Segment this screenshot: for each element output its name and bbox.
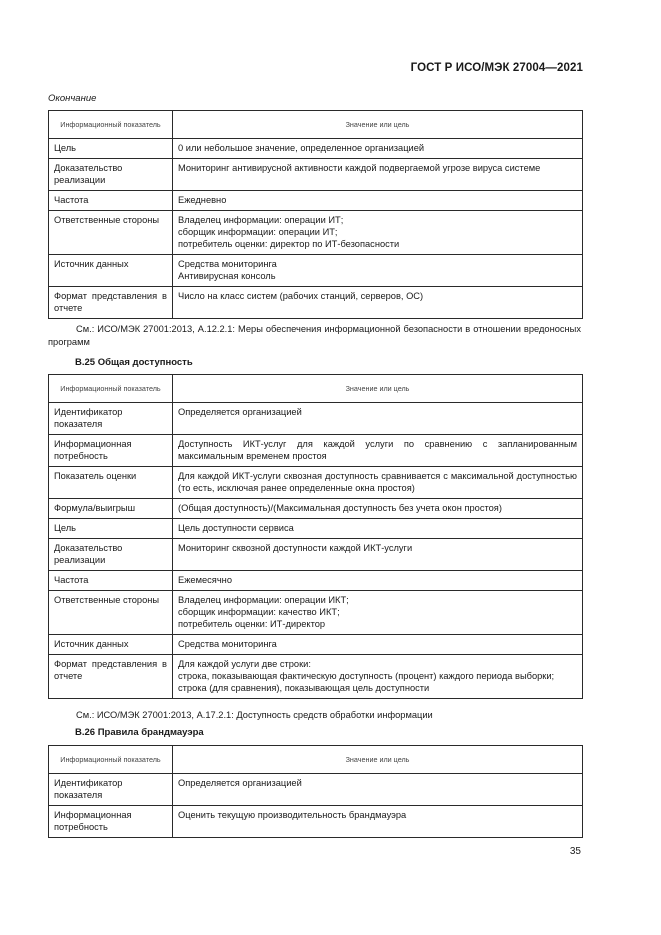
document-header: ГОСТ Р ИСО/МЭК 27004—2021 <box>410 62 583 74</box>
value-line: Антивирусная консоль <box>178 271 276 281</box>
row-value: Оценить текущую производительность брандмауэра <box>173 806 583 838</box>
table-row <box>49 519 583 539</box>
row-value: Мониторинг сквозной доступности каждой ИКТ-услуги <box>173 539 583 571</box>
value-line: строка, показывающая фактическую доступность (процент) каждого периода выборки; <box>178 671 555 681</box>
table-row <box>49 435 583 467</box>
table-row <box>49 403 583 435</box>
value-line: Для каждой услуги две строки: <box>178 659 311 669</box>
row-label: Информационная потребность <box>49 435 173 467</box>
row-label: Показатель оценки <box>49 467 173 499</box>
column-header-value: Значение или цель <box>173 746 583 774</box>
row-label: Цель <box>49 139 173 159</box>
section-title-b26: В.26 Правила брандмауэра <box>75 727 204 738</box>
table-row <box>49 499 583 519</box>
row-label: Идентификатор показателя <box>49 403 173 435</box>
row-label: Источник данных <box>49 635 173 655</box>
row-label: Формат представления в отчете <box>49 655 173 699</box>
table-row <box>49 139 583 159</box>
table-row <box>49 635 583 655</box>
table-row <box>49 655 583 699</box>
row-label: Частота <box>49 571 173 591</box>
row-value: Для каждой ИКТ-услуги сквозная доступность сравнивается с максимальной доступностью (то есть, исключая ранее определенные окна простоя) <box>173 467 583 499</box>
row-value <box>173 591 583 635</box>
row-value: Цель доступности сервиса <box>173 519 583 539</box>
table-row <box>49 591 583 635</box>
table-row <box>49 806 583 838</box>
metric-table-b26 <box>48 745 583 838</box>
table-row <box>49 191 583 211</box>
metric-table-b24 <box>48 110 583 319</box>
reference-note: См.: ИСО/МЭК 27001:2013, А.17.2.1: Доступность средств обработки информации <box>76 710 433 720</box>
value-line: потребитель оценки: директор по ИТ-безопасности <box>178 239 400 249</box>
row-value: Определяется организацией <box>173 403 583 435</box>
row-value: Средства мониторинга <box>173 635 583 655</box>
row-label: Доказательство реализации <box>49 539 173 571</box>
column-header-indicator: Информационный показатель <box>49 375 173 403</box>
row-value <box>173 255 583 287</box>
value-line: строка (для сравнения), показывающая цель доступности <box>178 683 430 693</box>
column-header-value: Значение или цель <box>173 375 583 403</box>
row-value: Доступность ИКТ-услуг для каждой услуги по сравнению с запланированным максимальным временем простоя <box>173 435 583 467</box>
table-row <box>49 539 583 571</box>
column-header-indicator: Информационный показатель <box>49 111 173 139</box>
row-value: Определяется организацией <box>173 774 583 806</box>
table-row <box>49 211 583 255</box>
table-row <box>49 287 583 319</box>
reference-note: См.: ИСО/МЭК 27001:2013, А.12.2.1: Меры обеспечения информационной безопасности в отношении вредоносных программ <box>48 324 581 347</box>
column-header-value: Значение или цель <box>173 111 583 139</box>
continuation-label: Окончание <box>48 93 97 104</box>
row-value: Мониторинг антивирусной активности каждой подвергаемой угрозе вируса системе <box>173 159 583 191</box>
row-value: 0 или небольшое значение, определенное организацией <box>173 139 583 159</box>
row-label: Ответственные стороны <box>49 591 173 635</box>
value-line: сборщик информации: качество ИКТ; <box>178 607 340 617</box>
value-line: потребитель оценки: ИТ-директор <box>178 619 326 629</box>
row-label: Формат представления в отчете <box>49 287 173 319</box>
value-line: сборщик информации: операции ИТ; <box>178 227 338 237</box>
row-label: Частота <box>49 191 173 211</box>
value-line: Средства мониторинга <box>178 259 277 269</box>
row-label: Формула/выигрыш <box>49 499 173 519</box>
table-row <box>49 571 583 591</box>
value-line: Владелец информации: операции ИКТ; <box>178 595 349 605</box>
row-value: Число на класс систем (рабочих станций, серверов, ОС) <box>173 287 583 319</box>
row-label: Ответственные стороны <box>49 211 173 255</box>
section-title-b25: В.25 Общая доступность <box>75 357 193 368</box>
row-label: Цель <box>49 519 173 539</box>
row-value <box>173 211 583 255</box>
column-header-indicator: Информационный показатель <box>49 746 173 774</box>
value-line: Владелец информации: операции ИТ; <box>178 215 344 225</box>
row-label: Источник данных <box>49 255 173 287</box>
table-row <box>49 774 583 806</box>
table-row <box>49 255 583 287</box>
metric-table-b25 <box>48 374 583 699</box>
table-row <box>49 467 583 499</box>
page-number: 35 <box>569 846 581 857</box>
row-label: Идентификатор показателя <box>49 774 173 806</box>
row-value <box>173 655 583 699</box>
row-value: Ежедневно <box>173 191 583 211</box>
row-label: Доказательство реализации <box>49 159 173 191</box>
row-value: Ежемесячно <box>173 571 583 591</box>
row-label: Информационная потребность <box>49 806 173 838</box>
table-row <box>49 159 583 191</box>
row-value: (Общая доступность)/(Максимальная доступность без учета окон простоя) <box>173 499 583 519</box>
